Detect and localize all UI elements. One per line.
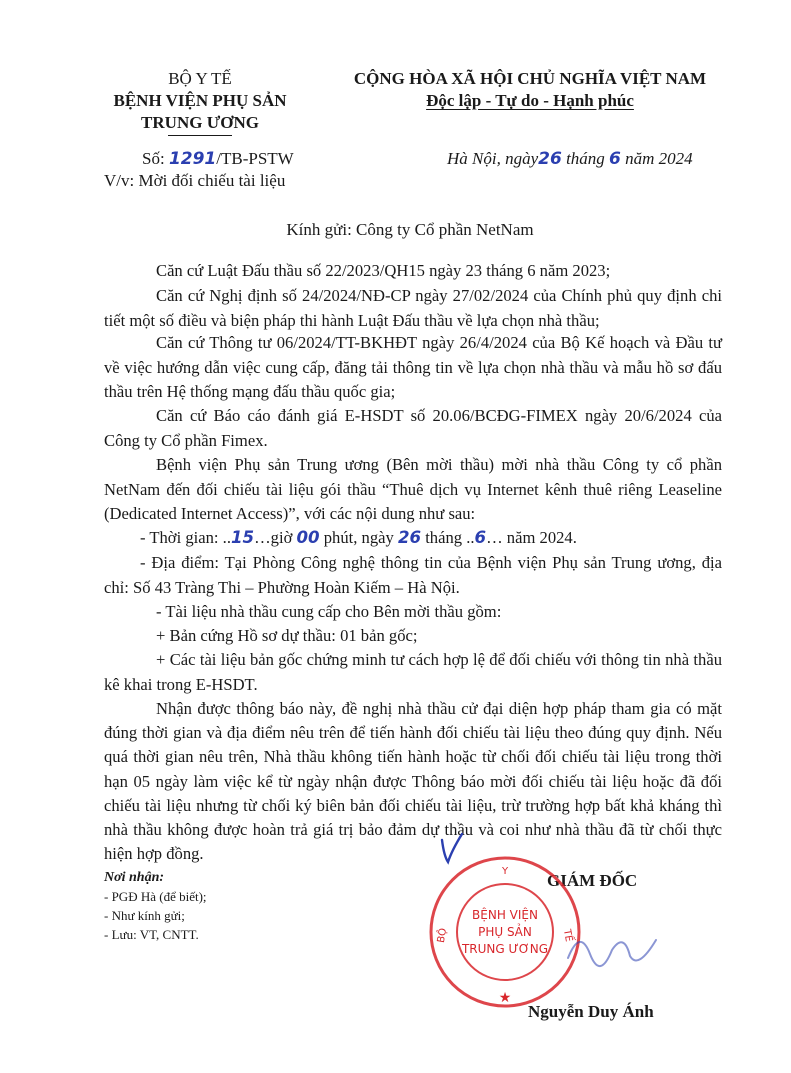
paragraph-legal-basis-2: Căn cứ Nghị định số 24/2024/NĐ-CP ngày 27/02/2024 của Chính phủ quy định chi tiết một số điều và biện pháp thi hành Luật Đấu thầu về lựa chọn nhà thầu;	[104, 286, 722, 330]
time-day: 26	[397, 528, 422, 547]
motto: Độc lập - Tự do - Hạnh phúc	[426, 91, 634, 110]
date-month-label: tháng	[566, 149, 605, 168]
right-header	[330, 68, 730, 112]
time-month: 6	[474, 528, 487, 547]
date-day: 26	[538, 149, 562, 169]
signer-position: GIÁM ĐỐC	[547, 871, 638, 890]
time-minute: 00	[296, 528, 320, 547]
number-handwritten: 1291	[168, 149, 217, 169]
header-left-rule	[168, 135, 232, 136]
number-prefix: Số:	[142, 149, 165, 168]
svg-text:TẾ: TẾ	[560, 928, 574, 943]
nation-title: CỘNG HÒA XÃ HỘI CHỦ NGHĨA VIỆT NAM	[353, 69, 707, 88]
svg-text:BỘ: BỘ	[435, 927, 450, 944]
date-prefix: Hà Nội, ngày	[447, 149, 539, 168]
time-prefix: - Thời gian: ..	[140, 528, 231, 547]
location-paragraph: - Địa điểm: Tại Phòng Công nghệ thông tin của Bệnh viện Phụ sản Trung ương, địa chỉ: Số 43 Tràng Thi – Phường Hoàn Kiếm – Hà Nội.	[104, 553, 722, 597]
stamp-line-3: TRUNG ƯƠNG	[461, 942, 549, 956]
svg-text:Y: Y	[501, 866, 509, 877]
date-month: 6	[609, 149, 621, 169]
signer-name: Nguyễn Duy Ánh	[528, 1002, 654, 1021]
time-mid1: …giờ	[254, 528, 293, 547]
handwritten-signature	[560, 920, 670, 980]
ministry-name: BỘ Y TẾ	[168, 69, 232, 88]
time-mid2: phút, ngày	[319, 528, 394, 547]
paragraph-invitation: Bệnh viện Phụ sản Trung ương (Bên mời thầu) mời nhà thầu Công ty cổ phần NetNam đến đối chiếu tài liệu gói thầu “Thuê dịch vụ Internet kênh thuê riêng Leaseline (Dedicated Internet Access)”, với các nội dung như sau:	[104, 455, 722, 523]
time-line	[104, 526, 722, 551]
subject-line: V/v: Mời đối chiếu tài liệu	[104, 171, 286, 190]
number-suffix: /TB-PSTW	[216, 149, 294, 168]
recipients-item: - Như kính gửi;	[104, 908, 185, 923]
time-suffix: … năm 2024.	[486, 528, 577, 547]
stamp-line-1: BỆNH VIỆN	[472, 908, 538, 922]
document-number	[142, 148, 342, 170]
paragraph-legal-basis-3: Căn cứ Thông tư 06/2024/TT-BKHĐT ngày 26/4/2024 của Bộ Kế hoạch và Đầu tư về việc hướng dẫn việc cung cấp, đăng tải thông tin về lựa chọn nhà thầu và mẫu hồ sơ đấu thầu trên Hệ thống mạng đấu thầu quốc gia;	[104, 333, 722, 401]
paragraph-legal-basis-4: Căn cứ Báo cáo đánh giá E-HSDT số 20.06/BCĐG-FIMEX ngày 20/6/2024 của Công ty Cổ phần Fimex.	[104, 406, 722, 450]
hospital-name-line1: BỆNH VIỆN PHỤ SẢN	[113, 91, 287, 110]
documents-item-1: + Bản cứng Hồ sơ dự thầu: 01 bản gốc;	[156, 626, 418, 645]
left-header	[100, 68, 300, 134]
time-mid3: tháng ..	[421, 528, 475, 547]
date-year: năm 2024	[625, 149, 693, 168]
svg-text:★: ★	[498, 990, 512, 1006]
documents-intro: - Tài liệu nhà thầu cung cấp cho Bên mời thầu gồm:	[156, 602, 502, 621]
recipients-item: - Lưu: VT, CNTT.	[104, 927, 199, 942]
hospital-name-line2: TRUNG ƯƠNG	[141, 113, 259, 132]
recipients-title: Nơi nhận:	[104, 870, 165, 885]
time-hour: 15	[230, 528, 255, 547]
recipients-block	[104, 868, 207, 944]
stamp-line-2: PHỤ SẢN	[478, 925, 532, 939]
recipients-item: - PGĐ Hà (để biết);	[104, 889, 207, 904]
date-line	[447, 148, 737, 170]
documents-item-2: + Các tài liệu bản gốc chứng minh tư cách hợp lệ để đối chiếu với thông tin nhà thầu kê khai trong E-HSDT.	[104, 650, 722, 694]
final-paragraph: Nhận được thông báo này, đề nghị nhà thầu cử đại diện hợp pháp tham gia có mặt đúng thời gian và địa điểm nêu trên để tiến hành đối chiếu tài liệu theo đúng quy định. Nếu quá thời gian nêu trên, Nhà thầu không tiến hành hoặc từ chối đối chiếu tài liệu trong thời hạn 05 ngày làm việc kể từ ngày nhận được Thông báo mời đối chiếu tài liệu hoặc đã đối chiếu tài liệu nhưng từ chối ký biên bản đối chiếu tài liệu, trừ trường hợp bất khả kháng thì nhà thầu không được hoàn trả giá trị bảo đảm dự thầu và coi như nhà thầu đã từ chối thực hiện hợp đồng.	[104, 699, 722, 864]
paragraph-legal-basis-1: Căn cứ Luật Đấu thầu số 22/2023/QH15 ngày 23 tháng 6 năm 2023;	[156, 261, 611, 280]
recipient-line: Kính gửi: Công ty Cổ phần NetNam	[286, 220, 534, 239]
